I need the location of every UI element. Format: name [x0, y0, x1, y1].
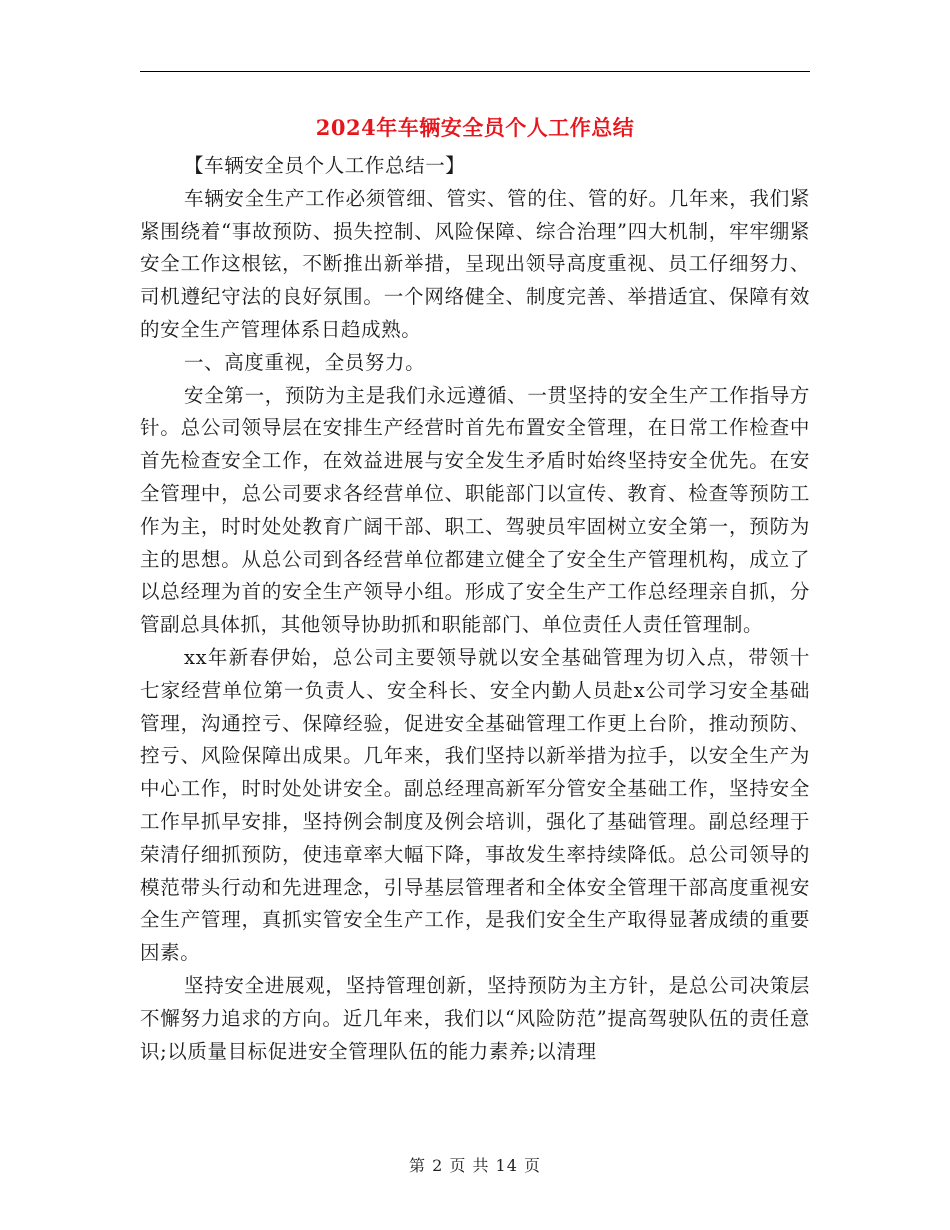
paragraph: xx年新春伊始，总公司主要领导就以安全基础管理为切入点，带领十七家经营单位第一负责人、安全科长、安全内勤人员赴x公司学习安全基础管理，沟通控亏、保障经验，促进安全基础管理工作更上台阶，推动预防、控亏、风险保障出成果。几年来，我们坚持以新举措为拉手，以安全生产为中心工作，时时处处讲安全。副总经理高新军分管安全基础工作，坚持安全工作早抓早安排，坚持例会制度及例会培训，强化了基础管理。副总经理于荣清仔细抓预防，使违章率大幅下降，事故发生率持续降低。总公司领导的模范带头行动和先进理念，引导基层管理者和全体安全管理干部高度重视安全生产管理，真抓实管安全生产工作，是我们安全生产取得显著成绩的重要因素。 [140, 645, 810, 965]
document-body [140, 150, 810, 1068]
subsection-heading: 一、高度重视，全员努力。 [184, 350, 426, 374]
paragraph: 安全第一，预防为主是我们永远遵循、一贯坚持的安全生产工作指导方针。总公司领导层在安排生产经营时首先布置安全管理，在日常工作检查中首先检查安全工作，在效益进展与安全发生矛盾时始终坚持安全优先。在安全管理中，总公司要求各经营单位、职能部门以宣传、教育、检查等预防工作为主，时时处处教育广阔干部、职工、驾驶员牢固树立安全第一，预防为主的思想。从总公司到各经营单位都建立健全了安全生产管理机构，成立了以总经理为首的安全生产领导小组。形成了安全生产工作总经理亲自抓，分管副总具体抓，其他领导协助抓和职能部门、单位责任人责任管理制。 [140, 383, 810, 637]
page-footer: 第 2 页 共 14 页 [409, 1156, 541, 1175]
paragraph: 坚持安全进展观，坚持管理创新，坚持预防为主方针，是总公司决策层不懈努力追求的方向。近几年来，我们以“风险防范”提高驾驶队伍的责任意识;以质量目标促进安全管理队伍的能力素养;以清理 [140, 973, 810, 1063]
header-rule [140, 71, 810, 72]
section-heading: 【车辆安全员个人工作总结一】 [184, 154, 466, 177]
document-title: 2024年车辆安全员个人工作总结 [315, 115, 635, 140]
paragraph: 车辆安全生产工作必须管细、管实、管的住、管的好。几年来，我们紧紧围绕着“事故预防、损失控制、风险保障、综合治理”四大机制，牢牢绷紧安全工作这根铉，不断推出新举措，呈现出领导高度重视、员工仔细努力、司机遵纪守法的良好氛围。一个网络健全、制度完善、举措适宜、保障有效的安全生产管理体系日趋成熟。 [140, 186, 810, 341]
